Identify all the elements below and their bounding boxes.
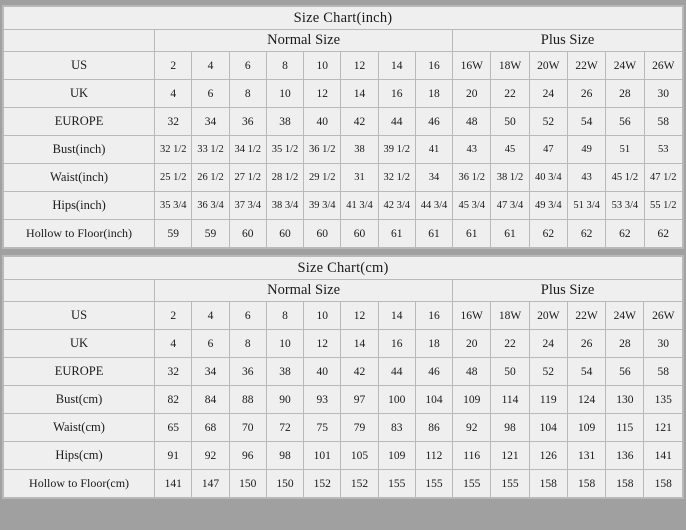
row-label-hollow-to-floor: Hollow to Floor(cm) xyxy=(4,470,155,498)
cell: 136 xyxy=(606,442,644,470)
cell: 62 xyxy=(644,220,682,248)
cell: 40 xyxy=(304,108,341,136)
cell: 109 xyxy=(453,386,491,414)
cell: 47 1/2 xyxy=(644,164,682,192)
cell: 59 xyxy=(192,220,229,248)
cell: 18W xyxy=(491,52,529,80)
cell: 45 1/2 xyxy=(606,164,644,192)
cell: 22W xyxy=(567,302,605,330)
cell: 26W xyxy=(644,302,683,330)
cell: 75 xyxy=(304,414,341,442)
cell: 6 xyxy=(229,52,266,80)
corner-cell xyxy=(4,280,155,302)
cell: 44 xyxy=(378,108,415,136)
cell: 28 xyxy=(606,330,644,358)
cell: 130 xyxy=(606,386,644,414)
cell: 114 xyxy=(491,386,529,414)
chart-group-row xyxy=(4,30,683,52)
row-label-hollow-to-floor: Hollow to Floor(inch) xyxy=(4,220,155,248)
cell: 12 xyxy=(341,52,378,80)
cell: 39 1/2 xyxy=(378,136,415,164)
chart-title-row xyxy=(4,257,683,280)
cell: 30 xyxy=(644,330,683,358)
cell: 36 1/2 xyxy=(453,164,491,192)
cell: 60 xyxy=(266,220,303,248)
cell: 16 xyxy=(378,330,415,358)
cell: 61 xyxy=(491,220,529,248)
cell: 4 xyxy=(192,302,229,330)
cell: 158 xyxy=(567,470,605,498)
cell: 14 xyxy=(341,80,378,108)
cell: 147 xyxy=(192,470,229,498)
cell: 22 xyxy=(491,330,529,358)
cell: 126 xyxy=(529,442,567,470)
cell: 92 xyxy=(453,414,491,442)
cell: 45 xyxy=(491,136,529,164)
cell: 155 xyxy=(378,470,415,498)
cell: 43 xyxy=(567,164,605,192)
cell: 44 xyxy=(378,358,415,386)
cell: 93 xyxy=(304,386,341,414)
cell: 34 1/2 xyxy=(229,136,266,164)
cell: 20 xyxy=(453,330,491,358)
chart-title: Size Chart(cm) xyxy=(4,257,683,280)
cell: 16 xyxy=(415,302,452,330)
cell: 96 xyxy=(229,442,266,470)
group-header-normal: Normal Size xyxy=(155,30,453,52)
cell: 18W xyxy=(491,302,529,330)
cell: 68 xyxy=(192,414,229,442)
cell: 20 xyxy=(453,80,491,108)
cell: 124 xyxy=(567,386,605,414)
corner-cell xyxy=(4,30,155,52)
cell: 70 xyxy=(229,414,266,442)
cell: 26 1/2 xyxy=(192,164,229,192)
table-row xyxy=(4,164,683,192)
row-label-bust: Bust(inch) xyxy=(4,136,155,164)
cell: 39 3/4 xyxy=(304,192,341,220)
row-label-europe: EUROPE xyxy=(4,358,155,386)
cell: 90 xyxy=(266,386,303,414)
cell: 105 xyxy=(341,442,378,470)
cell: 12 xyxy=(341,302,378,330)
table-row xyxy=(4,136,683,164)
row-label-uk: UK xyxy=(4,330,155,358)
cell: 51 xyxy=(606,136,644,164)
cell: 46 xyxy=(415,358,452,386)
cell: 6 xyxy=(229,302,266,330)
size-chart-inch-table xyxy=(3,6,683,248)
cell: 38 xyxy=(266,108,303,136)
chart-title: Size Chart(inch) xyxy=(4,7,683,30)
cell: 62 xyxy=(567,220,605,248)
cell: 45 3/4 xyxy=(453,192,491,220)
cell: 28 1/2 xyxy=(266,164,303,192)
cell: 150 xyxy=(266,470,303,498)
cell: 100 xyxy=(378,386,415,414)
cell: 14 xyxy=(378,302,415,330)
cell: 24W xyxy=(606,302,644,330)
row-label-bust: Bust(cm) xyxy=(4,386,155,414)
cell: 97 xyxy=(341,386,378,414)
group-header-plus: Plus Size xyxy=(453,30,683,52)
cell: 24 xyxy=(529,80,567,108)
cell: 14 xyxy=(341,330,378,358)
table-row xyxy=(4,80,683,108)
cell: 61 xyxy=(415,220,452,248)
table-row xyxy=(4,52,683,80)
cell: 12 xyxy=(304,80,341,108)
cell: 31 xyxy=(341,164,378,192)
cell: 42 xyxy=(341,108,378,136)
cell: 32 1/2 xyxy=(155,136,192,164)
cell: 32 xyxy=(155,108,192,136)
cell: 83 xyxy=(378,414,415,442)
cell: 60 xyxy=(304,220,341,248)
cell: 54 xyxy=(567,108,605,136)
group-header-plus: Plus Size xyxy=(453,280,683,302)
cell: 50 xyxy=(491,358,529,386)
cell: 24 xyxy=(529,330,567,358)
cell: 26 xyxy=(567,330,605,358)
cell: 34 xyxy=(192,108,229,136)
cell: 155 xyxy=(491,470,529,498)
cell: 104 xyxy=(415,386,452,414)
cell: 28 xyxy=(606,80,644,108)
row-label-us: US xyxy=(4,302,155,330)
size-chart-inch xyxy=(2,5,684,249)
cell: 8 xyxy=(266,52,303,80)
cell: 58 xyxy=(644,358,683,386)
cell: 43 xyxy=(453,136,491,164)
cell: 48 xyxy=(453,108,491,136)
cell: 155 xyxy=(415,470,452,498)
cell: 20W xyxy=(529,52,567,80)
cell: 8 xyxy=(229,80,266,108)
cell: 2 xyxy=(155,302,192,330)
table-row xyxy=(4,330,683,358)
table-row xyxy=(4,470,683,498)
size-chart-cm xyxy=(2,255,684,499)
chart-title-row xyxy=(4,7,683,30)
cell: 135 xyxy=(644,386,683,414)
cell: 32 xyxy=(155,358,192,386)
cell: 62 xyxy=(606,220,644,248)
cell: 158 xyxy=(529,470,567,498)
cell: 131 xyxy=(567,442,605,470)
table-row xyxy=(4,302,683,330)
cell: 98 xyxy=(491,414,529,442)
cell: 49 xyxy=(567,136,605,164)
cell: 26 xyxy=(567,80,605,108)
cell: 40 xyxy=(304,358,341,386)
cell: 8 xyxy=(229,330,266,358)
cell: 60 xyxy=(229,220,266,248)
cell: 141 xyxy=(155,470,192,498)
cell: 40 3/4 xyxy=(529,164,567,192)
cell: 101 xyxy=(304,442,341,470)
cell: 10 xyxy=(266,80,303,108)
cell: 79 xyxy=(341,414,378,442)
cell: 51 3/4 xyxy=(567,192,605,220)
row-label-uk: UK xyxy=(4,80,155,108)
cell: 38 xyxy=(341,136,378,164)
cell: 36 3/4 xyxy=(192,192,229,220)
cell: 52 xyxy=(529,358,567,386)
chart-group-row xyxy=(4,280,683,302)
cell: 47 3/4 xyxy=(491,192,529,220)
cell: 10 xyxy=(266,330,303,358)
cell: 152 xyxy=(341,470,378,498)
cell: 49 3/4 xyxy=(529,192,567,220)
cell: 115 xyxy=(606,414,644,442)
cell: 92 xyxy=(192,442,229,470)
cell: 91 xyxy=(155,442,192,470)
cell: 121 xyxy=(644,414,683,442)
cell: 155 xyxy=(453,470,491,498)
cell: 46 xyxy=(415,108,452,136)
cell: 41 xyxy=(415,136,452,164)
cell: 72 xyxy=(266,414,303,442)
cell: 38 1/2 xyxy=(491,164,529,192)
cell: 152 xyxy=(304,470,341,498)
cell: 10 xyxy=(304,302,341,330)
cell: 42 3/4 xyxy=(378,192,415,220)
table-row xyxy=(4,414,683,442)
cell: 36 xyxy=(229,358,266,386)
cell: 8 xyxy=(266,302,303,330)
cell: 35 1/2 xyxy=(266,136,303,164)
cell: 27 1/2 xyxy=(229,164,266,192)
cell: 22 xyxy=(491,80,529,108)
cell: 44 3/4 xyxy=(415,192,452,220)
table-row xyxy=(4,108,683,136)
table-row xyxy=(4,358,683,386)
row-label-us: US xyxy=(4,52,155,80)
cell: 6 xyxy=(192,80,229,108)
cell: 59 xyxy=(155,220,192,248)
cell: 25 1/2 xyxy=(155,164,192,192)
table-row xyxy=(4,442,683,470)
cell: 53 xyxy=(644,136,682,164)
cell: 48 xyxy=(453,358,491,386)
cell: 53 3/4 xyxy=(606,192,644,220)
cell: 58 xyxy=(644,108,682,136)
cell: 141 xyxy=(644,442,683,470)
cell: 88 xyxy=(229,386,266,414)
cell: 10 xyxy=(304,52,341,80)
cell: 26W xyxy=(644,52,682,80)
cell: 14 xyxy=(378,52,415,80)
cell: 34 xyxy=(415,164,452,192)
cell: 6 xyxy=(192,330,229,358)
cell: 36 xyxy=(229,108,266,136)
cell: 38 xyxy=(266,358,303,386)
cell: 56 xyxy=(606,108,644,136)
cell: 150 xyxy=(229,470,266,498)
cell: 29 1/2 xyxy=(304,164,341,192)
cell: 34 xyxy=(192,358,229,386)
cell: 2 xyxy=(155,52,192,80)
cell: 109 xyxy=(378,442,415,470)
cell: 4 xyxy=(155,80,192,108)
cell: 61 xyxy=(378,220,415,248)
cell: 60 xyxy=(341,220,378,248)
cell: 18 xyxy=(415,330,452,358)
table-row xyxy=(4,192,683,220)
cell: 33 1/2 xyxy=(192,136,229,164)
cell: 41 3/4 xyxy=(341,192,378,220)
cell: 22W xyxy=(567,52,605,80)
cell: 36 1/2 xyxy=(304,136,341,164)
cell: 38 3/4 xyxy=(266,192,303,220)
cell: 12 xyxy=(304,330,341,358)
cell: 55 1/2 xyxy=(644,192,682,220)
cell: 52 xyxy=(529,108,567,136)
cell: 37 3/4 xyxy=(229,192,266,220)
cell: 16 xyxy=(415,52,452,80)
cell: 50 xyxy=(491,108,529,136)
cell: 42 xyxy=(341,358,378,386)
cell: 119 xyxy=(529,386,567,414)
cell: 35 3/4 xyxy=(155,192,192,220)
row-label-waist: Waist(cm) xyxy=(4,414,155,442)
cell: 47 xyxy=(529,136,567,164)
cell: 16W xyxy=(453,302,491,330)
row-label-europe: EUROPE xyxy=(4,108,155,136)
cell: 32 1/2 xyxy=(378,164,415,192)
row-label-hips: Hips(inch) xyxy=(4,192,155,220)
cell: 82 xyxy=(155,386,192,414)
cell: 4 xyxy=(192,52,229,80)
cell: 84 xyxy=(192,386,229,414)
cell: 30 xyxy=(644,80,682,108)
table-row xyxy=(4,220,683,248)
cell: 109 xyxy=(567,414,605,442)
cell: 20W xyxy=(529,302,567,330)
cell: 16 xyxy=(378,80,415,108)
cell: 158 xyxy=(644,470,683,498)
cell: 16W xyxy=(453,52,491,80)
table-row xyxy=(4,386,683,414)
cell: 18 xyxy=(415,80,452,108)
cell: 121 xyxy=(491,442,529,470)
cell: 98 xyxy=(266,442,303,470)
size-chart-cm-table xyxy=(3,256,683,498)
cell: 116 xyxy=(453,442,491,470)
cell: 104 xyxy=(529,414,567,442)
group-header-normal: Normal Size xyxy=(155,280,453,302)
cell: 62 xyxy=(529,220,567,248)
cell: 54 xyxy=(567,358,605,386)
cell: 65 xyxy=(155,414,192,442)
cell: 158 xyxy=(606,470,644,498)
cell: 24W xyxy=(606,52,644,80)
row-label-waist: Waist(inch) xyxy=(4,164,155,192)
cell: 112 xyxy=(415,442,452,470)
cell: 4 xyxy=(155,330,192,358)
cell: 86 xyxy=(415,414,452,442)
cell: 61 xyxy=(453,220,491,248)
cell: 56 xyxy=(606,358,644,386)
row-label-hips: Hips(cm) xyxy=(4,442,155,470)
